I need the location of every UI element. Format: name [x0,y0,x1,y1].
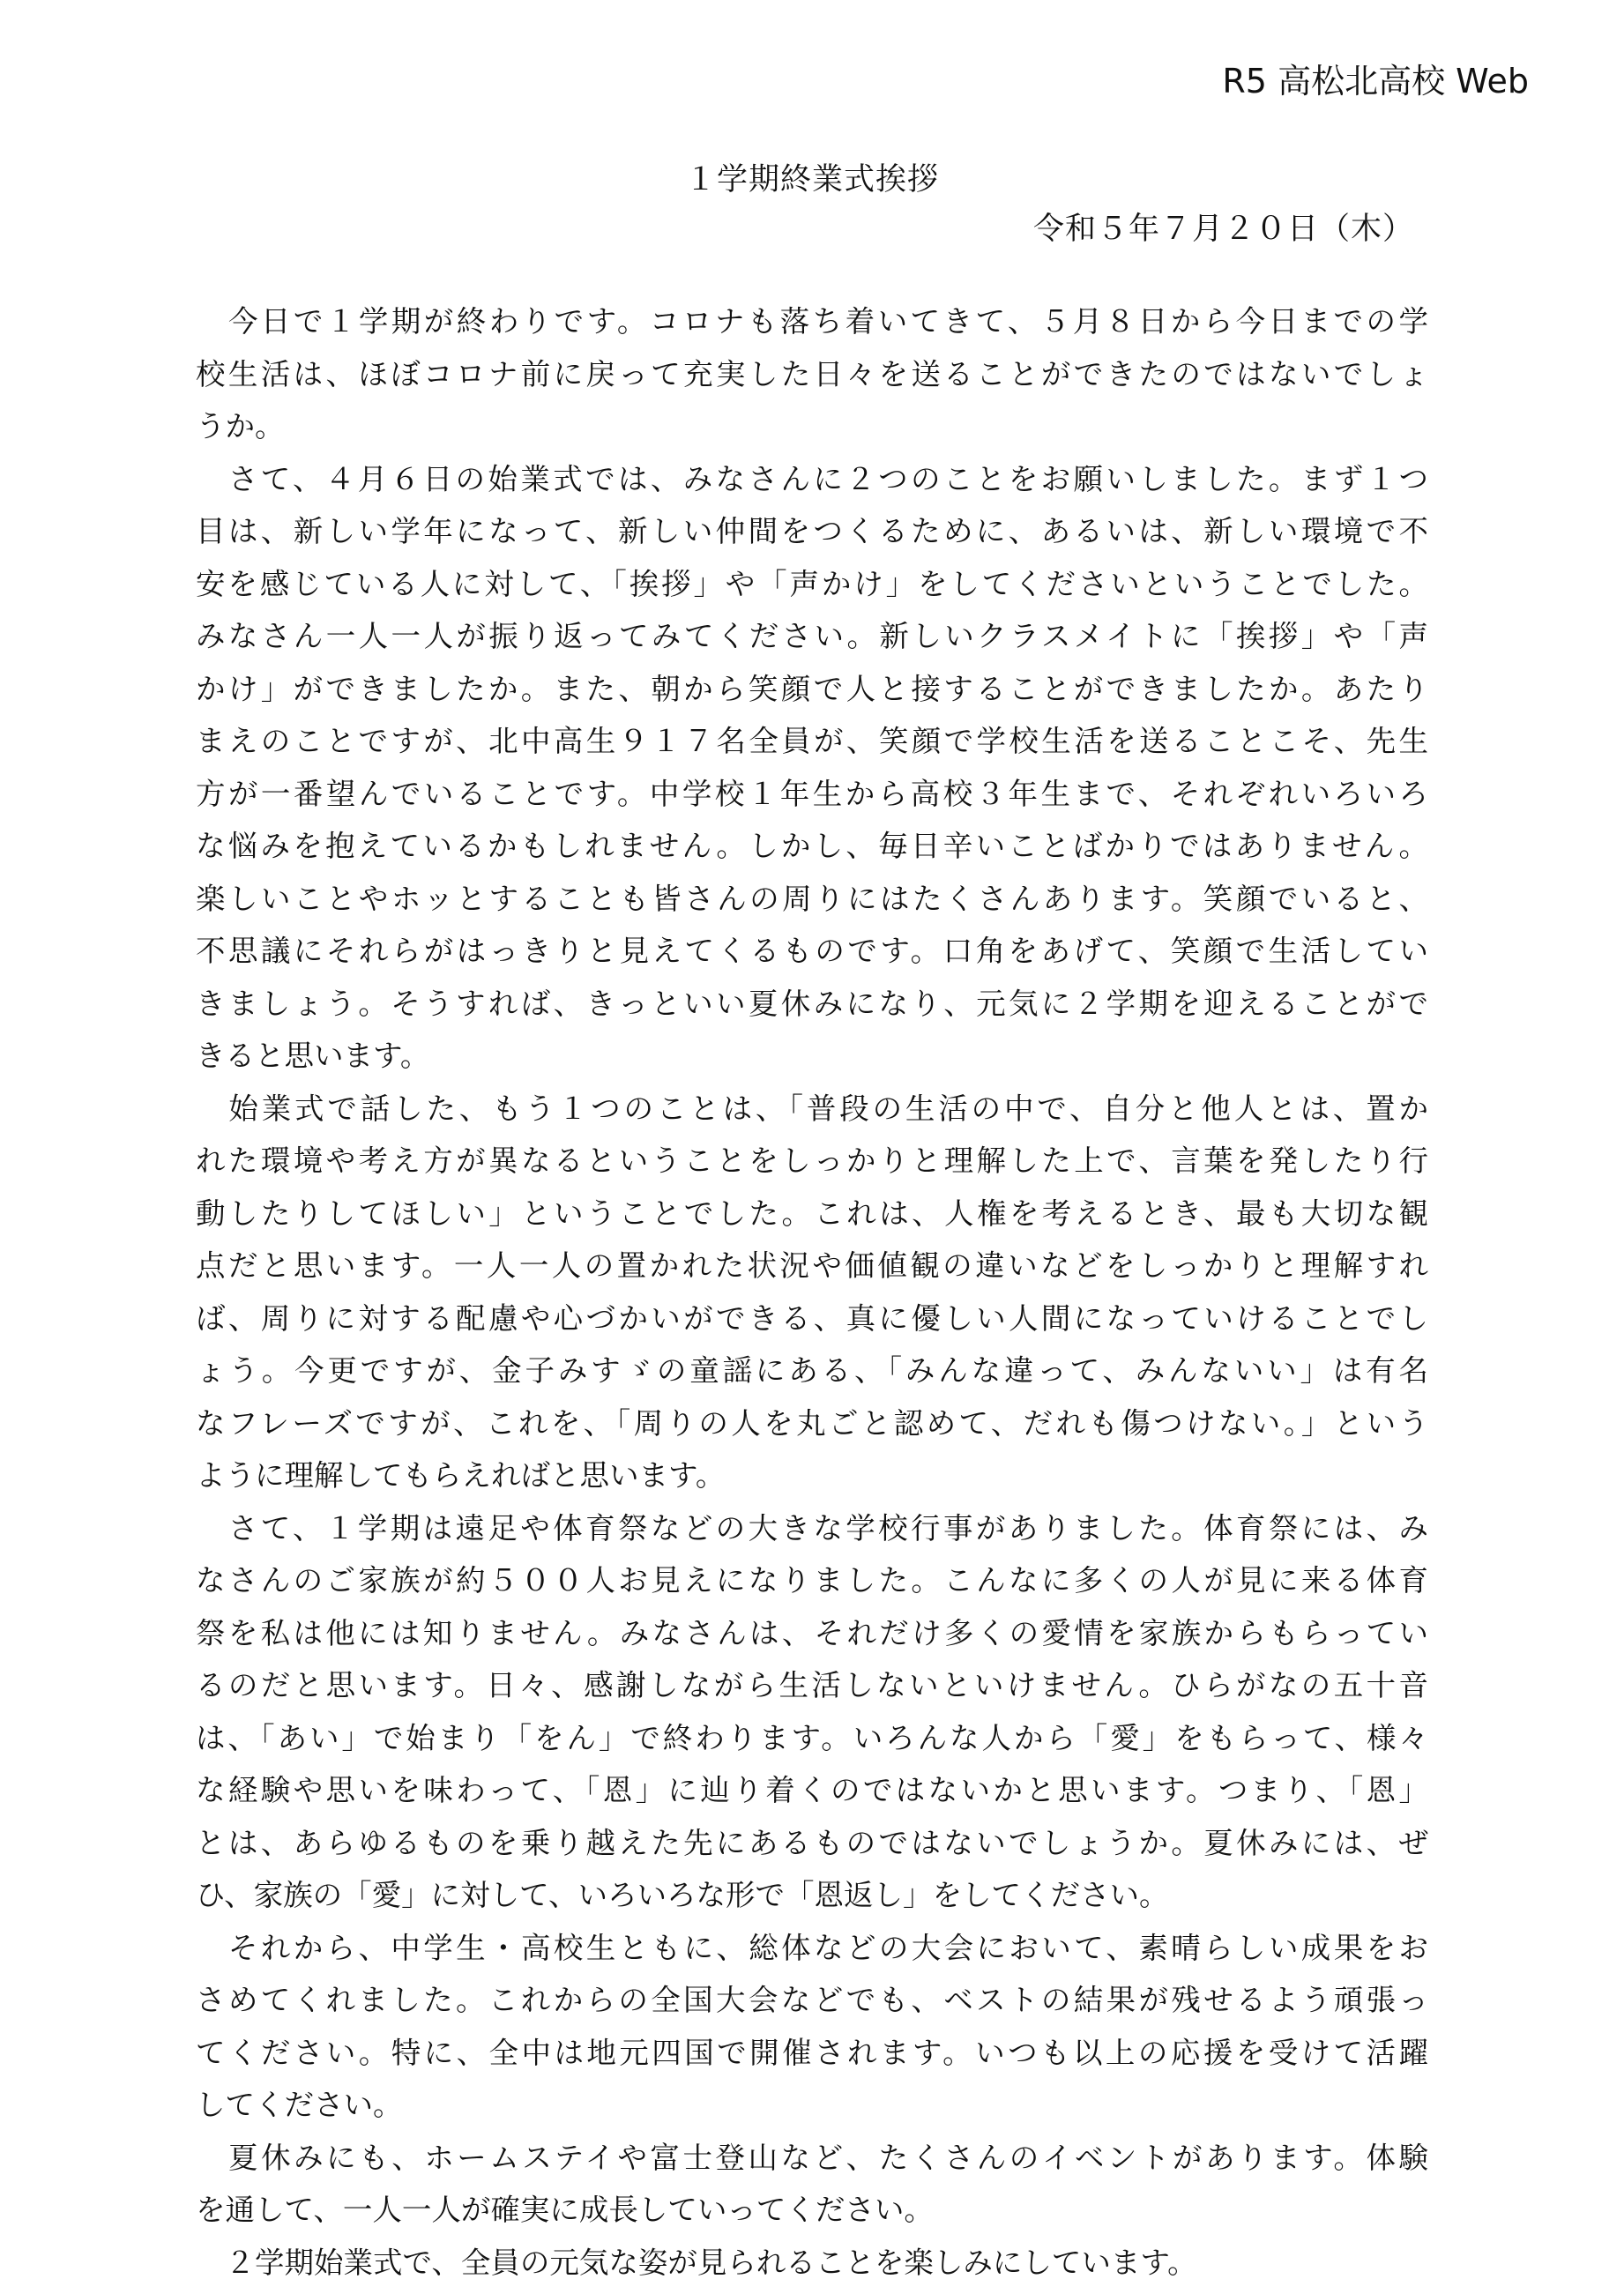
body-line: れた環境や考え方が異なるということをしっかりと理解した上で、言葉を発したり行 [196,1143,1428,1178]
body-line: ２学期始業式で、全員の元気な姿が見られることを楽しみにしています。 [196,2245,1197,2280]
body-line: なさんのご家族が約５００人お見えになりました。こんなに多くの人が見に来る体育 [196,1563,1428,1598]
body-line: さて、１学期は遠足や体育祭などの大きな学校行事がありました。体育祭には、み [196,1510,1428,1545]
body-line: を通して、一人一人が確実に成長していってください。 [196,2193,934,2227]
body-line: 校生活は、ほぼコロナ前に戻って充実した日々を送ることができたのではないでしょ [196,356,1428,391]
body-line: ょう。今更ですが、金子みすゞの童謡にある、「みんな違って、みんないい」は有名 [196,1353,1428,1388]
body-line: してください。 [196,2088,403,2122]
speech-body [196,295,1428,2289]
body-line: は、「あい」で始まり「をん」で終わります。いろんな人から「愛」をもらって、様々 [196,1720,1428,1755]
body-line: 始業式で話した、もう１つのことは、「普段の生活の中で、自分と他人とは、置か [196,1091,1428,1126]
body-line: 点だと思います。一人一人の置かれた状況や価値観の違いなどをしっかりと理解すれ [196,1248,1428,1283]
body-line: きると思います。 [196,1039,430,1073]
body-line: ように理解してもらえればと思います。 [196,1458,726,1493]
body-line: かけ」ができましたか。また、朝から笑顔で人と接することができましたか。あたり [196,671,1428,706]
body-line: 安を感じている人に対して、「挨拶」や「声かけ」をしてくださいということでした。 [196,566,1429,601]
body-line: な悩みを抱えているかもしれません。しかし、毎日辛いことばかりではありません。 [196,829,1428,863]
body-line: みなさん一人一人が振り返ってみてください。新しいクラスメイトに「挨拶」や「声 [196,619,1428,653]
body-line: ひ、家族の「愛」に対して、いろいろな形で「恩返し」をしてください。 [196,1878,1169,1912]
header-tag: R5 高松北高校 Web [1222,62,1529,101]
body-line: さめてくれました。これからの全国大会などでも、ベストの結果が残せるよう頑張っ [196,1983,1428,2017]
body-line: な経験や思いを味わって、「恩」に辿り着くのではないかと思います。つまり、「恩」 [196,1773,1428,1807]
body-line: 夏休みにも、ホームステイや富士登山など、たくさんのイベントがあります。体験 [196,2140,1428,2175]
body-line: 祭を私は他には知りません。みなさんは、それだけ多くの愛情を家族からもらってい [196,1615,1428,1650]
body-line: まえのことですが、北中高生９１７名全員が、笑顔で学校生活を送ることこそ、先生 [196,724,1429,758]
body-line: るのだと思います。日々、感謝しながら生活しないといけません。ひらがなの五十音 [196,1668,1428,1702]
body-line: それから、中学生・高校生ともに、総体などの大会において、素晴らしい成果をお [196,1930,1428,1965]
body-line: きましょう。そうすれば、きっといい夏休みになり、元気に２学期を迎えることがで [196,986,1428,1021]
body-line: 動したりしてほしい」ということでした。これは、人権を考えるとき、最も大切な観 [196,1195,1428,1231]
body-line: 目は、新しい学年になって、新しい仲間をつくるために、あるいは、新しい環境で不 [196,514,1428,548]
body-line: 今日で１学期が終わりです。コロナも落ち着いてきて、５月８日から今日までの学 [196,304,1428,339]
document-title: １学期終業式挨拶 [684,162,939,197]
body-line: てください。特に、全中は地元四国で開催されます。いつも以上の応援を受けて活躍 [196,2035,1428,2070]
body-line: さて、４月６日の始業式では、みなさんに２つのことをお願いしました。まず１つ [196,461,1428,496]
body-line: とは、あらゆるものを乗り越えた先にあるものではないでしょうか。夏休みには、ぜ [196,1825,1428,1860]
body-line: うか。 [196,409,285,443]
body-line: 不思議にそれらがはっきりと見えてくるものです。口角をあげて、笑顔で生活してい [196,934,1428,968]
body-line: 楽しいことやホッとすることも皆さんの周りにはたくさんあります。笑顔でいると、 [196,881,1428,916]
body-line: 方が一番望んでいることです。中学校１年生から高校３年生まで、それぞれいろいろ [196,776,1428,811]
body-line: ば、周りに対する配慮や心づかいができる、真に優しい人間になっていけることでし [196,1300,1428,1336]
body-line: なフレーズですが、これを、「周りの人を丸ごと認めて、だれも傷つけない。」という [196,1405,1428,1441]
document-date: 令和５年７月２０日（木） [1032,212,1414,247]
